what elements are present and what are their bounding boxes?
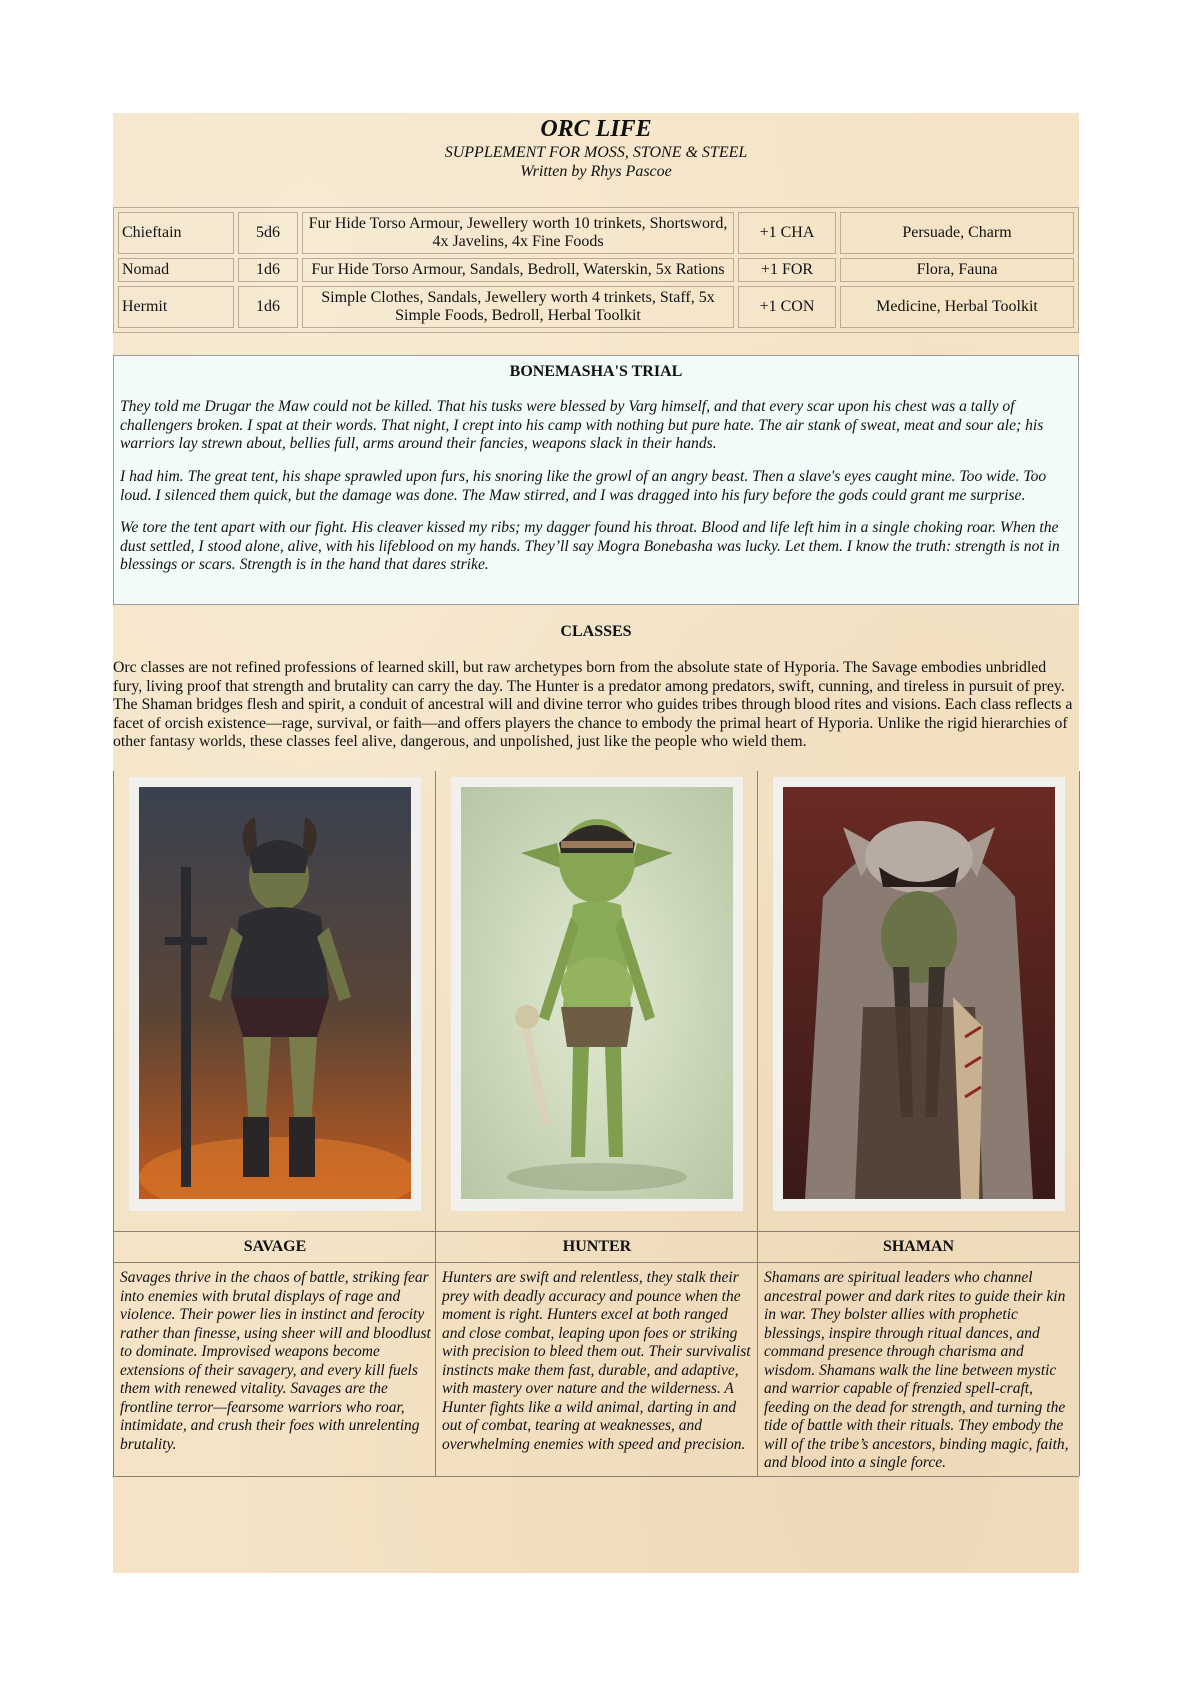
background-bonus: +1 CHA <box>738 212 836 254</box>
hunter-portrait-image <box>461 787 733 1199</box>
background-table <box>113 207 1079 333</box>
classes-heading: CLASSES <box>560 623 632 640</box>
class-description-hunter: Hunters are swift and relentless, they stalk their prey with deadly accuracy and pounce when the moment is right. Hunters excel at both ranged and close combat, leaping upon foes or striking with precision to bleed them out. Their survivalist instincts make them fast, durable, and adaptive, with mastery over nature and the wilderness. A Hunter fights like a wild animal, darting in and out of combat, tearing at weaknesses, and overwhelming enemies with speed and precision. <box>442 1269 751 1453</box>
trial-paragraph-2: I had him. The great tent, his shape sprawled upon furs, his snoring like the growl of an angry beast. Then a slave's eyes caught mine. Too wide. Too loud. I silenced them quick, but the damage was done. The Maw stirred, and I was dragged into his fury before the gods could grant me surprise. <box>120 468 1047 504</box>
class-description-shaman: Shamans are spiritual leaders who channel ancestral power and dark rites to guide their kin in war. They bolster allies with prophetic blessings, inspire through ritual dances, and command presence through charisma and wisdom. Shamans walk the line between mystic and warrior capable of frenzied spell-craft, feeding on the dead for strength, and turning the tide of battle with their rituals. They embody the will of the tribe’s ancestors, binding magic, faith, and blood into a single force. <box>764 1269 1069 1471</box>
shaman-portrait-image <box>783 787 1055 1199</box>
background-dice: 5d6 <box>238 212 298 254</box>
background-equipment: Simple Clothes, Sandals, Jewellery worth 4 trinkets, Staff, 5x Simple Foods, Bedroll, Herbal Toolkit <box>302 286 734 328</box>
class-name-hunter: HUNTER <box>436 1231 758 1263</box>
trial-heading: BONEMASHA'S TRIAL <box>509 363 683 380</box>
background-name: Chieftain <box>118 212 234 254</box>
background-skills: Persuade, Charm <box>840 212 1074 254</box>
background-skills: Flora, Fauna <box>840 258 1074 282</box>
trial-box <box>113 355 1079 605</box>
savage-portrait-image <box>139 787 411 1199</box>
shaman-illustration <box>773 777 1065 1211</box>
class-name-savage: SAVAGE <box>114 1231 436 1263</box>
hunter-illustration <box>451 777 743 1211</box>
class-column-hunter <box>435 771 758 1476</box>
savage-illustration <box>129 777 421 1211</box>
background-bonus: +1 CON <box>738 286 836 328</box>
background-dice: 1d6 <box>238 286 298 328</box>
classes-intro: Orc classes are not refined professions of learned skill, but raw archetypes born from the absolute state of Hyporia. The Savage embodies unbridled fury, living proof that strength and brutality can carry the day. The Hunter is a predator among predators, swift, cunning, and tireless in pursuit of prey. The Shaman bridges flesh and spirit, a conduit of ancestral will and divine terror who guides tribes through blood rites and visions. Each class reflects a facet of orcish existence—rage, survival, or faith—and offers players the chance to embody the primal heart of Hyporia. Unlike the rigid hierarchies of other fantasy worlds, these classes feel alive, dangerous, and unpolished, just like the people who wield them. <box>113 659 1073 750</box>
document-subtitle: SUPPLEMENT FOR MOSS, STONE & STEEL <box>444 144 748 161</box>
page <box>113 113 1079 1573</box>
trial-paragraph-3: We tore the tent apart with our fight. His cleaver kissed my ribs; my dagger found his throat. Blood and life left him in a single choking roar. When the dust settled, I stood alone, alive, with his lifeblood on my hands. They’ll say Mogra Bonebasha was lucky. Let them. I know the truth: strength is not in blessings or scars. Strength is in the hand that dares strike. <box>120 519 1060 573</box>
table-row <box>118 286 1074 328</box>
background-skills: Medicine, Herbal Toolkit <box>840 286 1074 328</box>
document-title: ORC LIFE <box>540 116 652 142</box>
background-equipment: Fur Hide Torso Armour, Jewellery worth 10 trinkets, Shortsword, 4x Javelins, 4x Fine Foods <box>302 212 734 254</box>
background-bonus: +1 FOR <box>738 258 836 282</box>
class-column-shaman <box>757 771 1080 1476</box>
table-row <box>118 212 1074 254</box>
table-row <box>118 258 1074 282</box>
trial-paragraph-1: They told me Drugar the Maw could not be killed. That his tusks were blessed by Varg himself, and that every scar upon his chest was a tally of challengers broken. I spat at their words. That night, I crept into his camp with nothing but pure hate. The air stank of sweat, meat and sour ale; his warriors lay strewn about, bellies full, arms around their fancies, weapons slack in their hands. <box>120 398 1044 452</box>
background-name: Nomad <box>118 258 234 282</box>
class-description-savage: Savages thrive in the chaos of battle, striking fear into enemies with brutal displays of rage and violence. Their power lies in instinct and ferocity rather than finesse, using sheer will and bloodlust to dominate. Improvised weapons become extensions of their savagery, and every kill fuels them with renewed vitality. Savages are the frontline terror—fearsome warriors who roar, intimidate, and crush their foes with unrelenting brutality. <box>120 1269 431 1453</box>
background-name: Hermit <box>118 286 234 328</box>
background-dice: 1d6 <box>238 258 298 282</box>
grid-bottom-border <box>113 1476 1079 1477</box>
header <box>113 113 1079 181</box>
background-equipment: Fur Hide Torso Armour, Sandals, Bedroll, Waterskin, 5x Rations <box>302 258 734 282</box>
author-line: Written by Rhys Pascoe <box>520 163 672 180</box>
class-column-savage <box>113 771 436 1476</box>
class-name-shaman: SHAMAN <box>758 1231 1079 1263</box>
